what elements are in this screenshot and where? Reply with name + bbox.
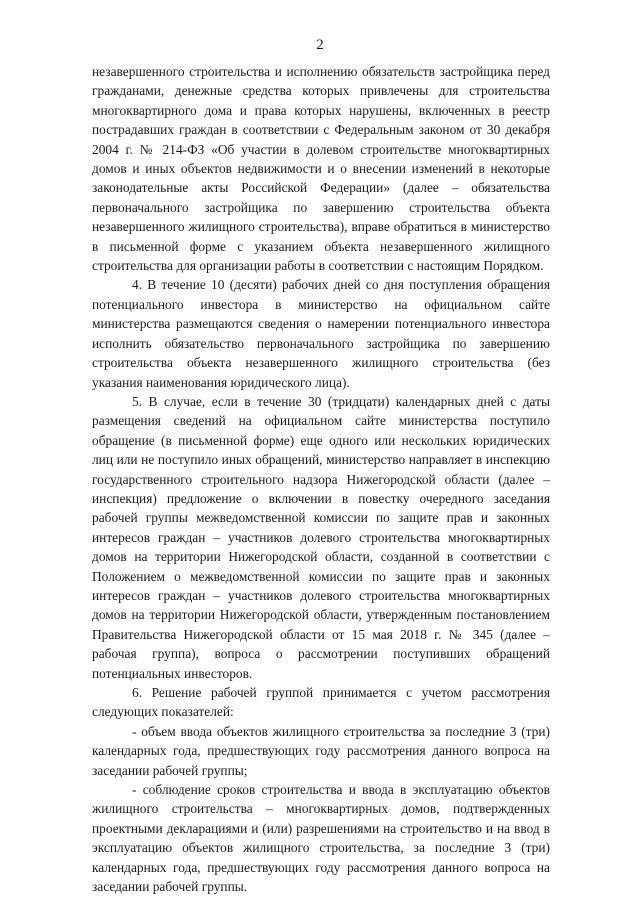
document-body (92, 62, 550, 896)
paragraph-item-4: 4. В течение 10 (десяти) рабочих дней со дня поступления обращения потенциального инвестора в министерство на официальном сайте министерства размещаются сведения о намерении потенциального инвестора исполнить обязательство первоначального застройщика по завершению строительства объекта незавершенного жилищного строительства (без указания наименования юридического лица). (92, 277, 550, 390)
paragraph-continuation: незавершенного строительства и исполнению обязательств застройщика перед гражданами, денежные средства которых привлечены для строительства многоквартирного дома и права которых нарушены, включенных в реестр пострадавших граждан в соответствии с Федеральным законом от 30 декабря 2004 г. № 214-ФЗ «Об участии в долевом строительстве многоквартирных домов и иных объектов недвижимости и о внесении изменений в некоторые законодательные акты Российской Федерации» (далее – обязательства первоначального застройщика по завершению строительства объекта незавершенного жилищного строительства), вправе обратиться в министерство в письменной форме с указанием объекта незавершенного жилищного строительства для организации работы в соответствии с настоящим Порядком. (92, 64, 550, 274)
bullet-item-deadlines: - соблюдение сроков строительства и ввода в эксплуатацию объектов жилищного строительства – многоквартирных домов, подтвержденных проектными декларациями и (или) разрешениями на строительство и на ввод в эксплуатацию объектов жилищного строительства, за последние 3 (три) календарных года, предшествующих году рассмотрения данного вопроса на заседании рабочей группы. (92, 782, 550, 895)
paragraph-item-6: 6. Решение рабочей группой принимается с учетом рассмотрения следующих показателей: (92, 685, 550, 720)
page-number: 2 (316, 37, 324, 53)
paragraph-item-5: 5. В случае, если в течение 30 (тридцати) календарных дней с даты размещения сведений на официальном сайте министерства поступило обращение (в письменной форме) еще одного или нескольких юридических лиц или не поступило иных обращений, министерство направляет в инспекцию государственного строительного надзора Нижегородской области (далее – инспекция) предложение о включении в повестку очередного заседания рабочей группы межведомственной комиссии по защите прав и законных интересов граждан – участников долевого строительства многоквартирных домов на территории Нижегородской области, созданной в соответствии с Положением о межведомственной комиссии по защите прав и законных интересов граждан – участников долевого строительства многоквартирных домов на территории Нижегородской области, утвержденным постановлением Правительства Нижегородской области от 15 мая 2018 г. № 345 (далее – рабочая группа), вопроса о рассмотрении поступивших обращений потенциальных инвесторов. (92, 393, 550, 681)
bullet-item-volume: - объем ввода объектов жилищного строительства за последние 3 (три) календарных года, предшествующих году рассмотрения данного вопроса на заседании рабочей группы; (92, 723, 550, 778)
